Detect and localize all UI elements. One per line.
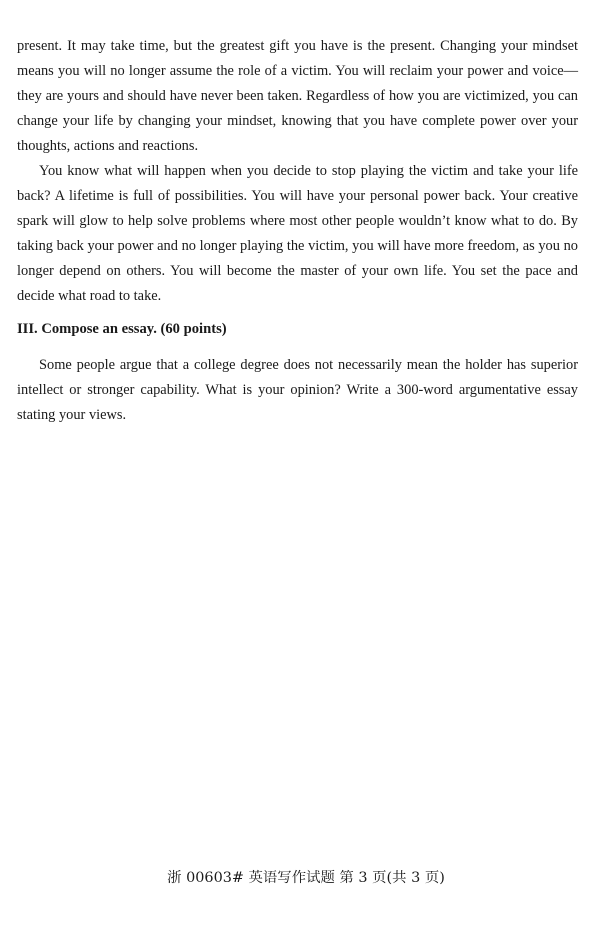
exam-page-content: [17, 34, 578, 428]
passage-paragraph-1: present. It may take time, but the greatest gift you have is the present. Changing your mindset means you will no longer assume the role of a victim. You will reclaim your power and voice—they are yours and should have never been taken. Regardless of how you are victimized, you can change your life by changing your mindset, knowing that you have complete power over your thoughts, actions and reactions.: [17, 38, 578, 154]
section-3-heading: III. Compose an essay. (60 points): [17, 321, 227, 337]
page-footer: 浙 00603# 英语写作试题 第 3 页(共 3 页): [167, 870, 445, 886]
essay-prompt: Some people argue that a college degree does not necessarily mean the holder has superior intellect or stronger capability. What is your opinion? Write a 300-word argumentative essay stating your views.: [17, 357, 578, 423]
passage-paragraph-2: You know what will happen when you decide to stop playing the victim and take your life back? A lifetime is full of possibilities. You will have your personal power back. Your creative spark will glow to help solve problems where most other people wouldn’t know what to do. By taking back your power and no longer playing the victim, you will have more freedom, as you no longer depend on others. You will become the master of your own life. You set the pace and decide what road to take.: [17, 163, 578, 304]
